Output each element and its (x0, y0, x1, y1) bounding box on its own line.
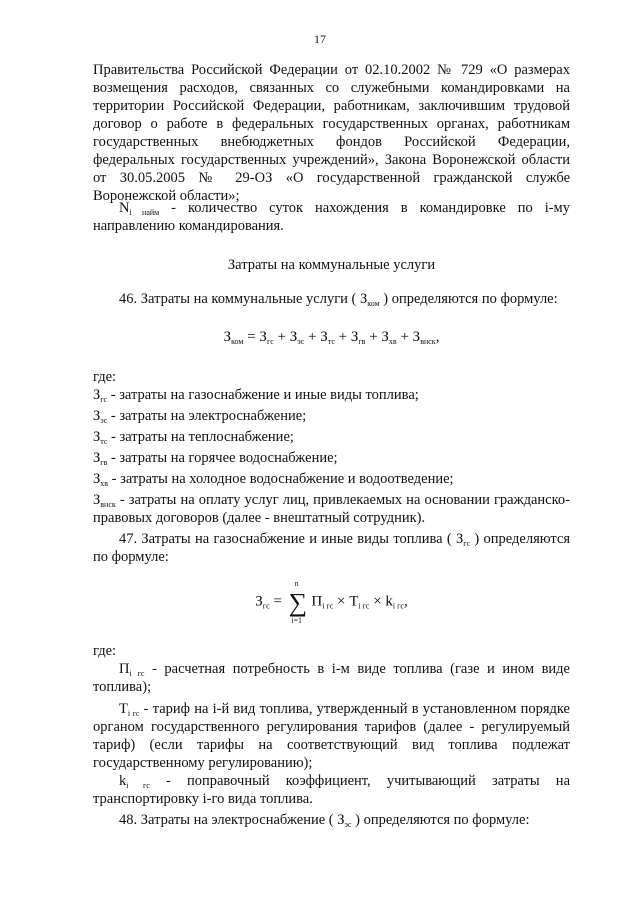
def-symbol: З (93, 471, 101, 487)
p48-before: 48. Затраты на электроснабжение ( (119, 812, 334, 828)
p48-after: ) определяются по формуле: (355, 812, 530, 828)
sum-upper-limit: n (294, 579, 299, 588)
p-symbol: П (119, 661, 130, 677)
f1-term: З (320, 329, 328, 345)
paragraph-48 (93, 811, 570, 829)
p47-symbol: З (455, 531, 464, 547)
p46-symbol: З (360, 291, 368, 307)
intro-paragraph: Правительства Российской Федерации от 02.10.2002 № 729 «О размерах возмещения расходов, связанных со служебными командировками на территории Российской Федерации, работникам, заключившим трудовой договор о работе в федеральных государственных органах, работникам государственных внебюджетных фондов Российской Федерации, федеральных государственных учреждений», Закона Воронежской области от 30.05.2005 № 29-ОЗ «О государственной гражданской службе Воронежской области»; (93, 62, 570, 204)
f1-term: З (381, 329, 389, 345)
f1-term-sub: внск (420, 337, 436, 346)
f1-term: З (259, 329, 267, 345)
p-definition (93, 660, 570, 696)
f1-eq: = (247, 329, 256, 345)
f1-end: , (435, 329, 440, 345)
f1-term-sub: гв (358, 337, 366, 346)
f1-term-sub: тс (327, 337, 335, 346)
n-subscript: i найм (129, 208, 160, 217)
f1-lhs-sub: ком (231, 337, 244, 346)
vnsk-text: - затраты на оплату услуг лиц, привлекаемых на основании гражданско-правовых договоров (далее - внештатный сотрудник). (93, 492, 570, 526)
paragraph-47 (93, 530, 570, 566)
p-text: - расчетная потребность в i-м виде топлива (газе и ином виде топлива); (93, 661, 570, 695)
page-number: 17 (314, 32, 326, 46)
def-sub: хв (100, 479, 109, 488)
t-symbol: Т (119, 701, 128, 717)
k-sub: i гс (126, 781, 150, 790)
k-symbol: k (119, 773, 127, 789)
definition-item (93, 407, 570, 428)
where-label-1: где: (93, 369, 117, 385)
p46-before: 46. Затраты на коммунальные услуги ( (119, 291, 357, 307)
sum-sign: ∑ (288, 588, 308, 617)
def-sub: гв (100, 458, 108, 467)
def-symbol: З (93, 408, 101, 424)
def-symbol: З (93, 450, 101, 466)
definitions-list-1 (93, 386, 570, 491)
f2-lhs-sub: гс (262, 601, 270, 611)
f1-plus: + (338, 329, 348, 345)
k-definition (93, 772, 570, 808)
where-label-2: где: (93, 643, 117, 659)
k-text: - поправочный коэффициент, учитывающий затраты на транспортировку i-го вида топлива. (93, 773, 571, 807)
definition-item (93, 449, 570, 470)
f1-plus: + (308, 329, 317, 345)
definition-item (93, 386, 570, 407)
def-text: - затраты на теплоснабжение; (107, 429, 294, 445)
def-sub: гс (100, 395, 108, 404)
f2-end: , (403, 593, 408, 610)
definition-item (93, 428, 570, 449)
def-text: - затраты на холодное водоснабжение и водоотведение; (108, 471, 454, 487)
f2-factor-p: П (311, 593, 323, 610)
vnsk-symbol: З (93, 492, 101, 508)
p46-after: ) определяются по формуле: (383, 291, 558, 307)
def-text: - затраты на газоснабжение и иные виды топлива; (107, 387, 419, 403)
t-sub: i гс (127, 709, 140, 718)
sum-operator (286, 580, 308, 624)
f2-factor-k: k (385, 593, 393, 610)
f2-factor-t: Т (349, 593, 359, 610)
p48-sub: эс (344, 820, 352, 829)
f1-term: З (289, 329, 298, 345)
def-sub: тс (100, 437, 108, 446)
f2-factor-k-sub: i гс (392, 601, 404, 611)
sum-lower-limit: i=1 (291, 616, 302, 625)
f2-factor-p-sub: i гс (322, 601, 334, 611)
def-symbol: З (93, 387, 101, 403)
f1-term-sub: эс (297, 337, 305, 346)
paragraph-46 (93, 290, 570, 308)
f1-plus: + (369, 329, 378, 345)
f1-term: З (350, 329, 359, 345)
f1-lhs: З (223, 329, 232, 345)
n-symbol: N (119, 200, 130, 216)
p48-symbol: З (337, 812, 345, 828)
p47-after: ) определяются по формуле: (93, 531, 570, 565)
section-title: Затраты на коммунальные услуги (227, 257, 436, 273)
f2-lhs: З (255, 593, 263, 610)
def-symbol: З (93, 429, 101, 445)
vnsk-sub: внск (100, 500, 116, 509)
formula-gas (93, 580, 570, 624)
p47-sub: гс (463, 539, 471, 548)
f2-times: × (337, 593, 346, 610)
f1-term-sub: гс (266, 337, 274, 346)
f2-eq: = (273, 593, 282, 610)
n-definition (93, 199, 570, 235)
f1-plus: + (277, 329, 286, 345)
def-text: - затраты на электроснабжение; (107, 408, 307, 424)
t-text: - тариф на i-й вид топлива, утвержденный в установленном порядке органом государственного регулирования тарифов (далее - регулируемый тариф) (если тарифы на соответствующий вид топлива подлежат государственному регулированию); (93, 701, 570, 771)
p47-before: 47. Затраты на газоснабжение и иные виды топлива ( (119, 531, 452, 547)
f2-factor-t-sub: i гс (358, 601, 370, 611)
vnsk-definition (93, 491, 570, 527)
f1-term: З (412, 329, 421, 345)
t-definition (93, 700, 570, 772)
f1-plus: + (400, 329, 409, 345)
p46-sub: ком (367, 299, 380, 308)
def-text: - затраты на горячее водоснабжение; (107, 450, 338, 466)
f2-times: × (373, 593, 382, 610)
definition-item (93, 470, 570, 491)
p-sub: i гс (129, 669, 145, 678)
f1-term-sub: хв (388, 337, 397, 346)
formula-communal (93, 328, 570, 346)
n-definition-text: - количество суток нахождения в командировке по i-му направлению командирования. (93, 200, 570, 234)
def-sub: эс (100, 416, 108, 425)
